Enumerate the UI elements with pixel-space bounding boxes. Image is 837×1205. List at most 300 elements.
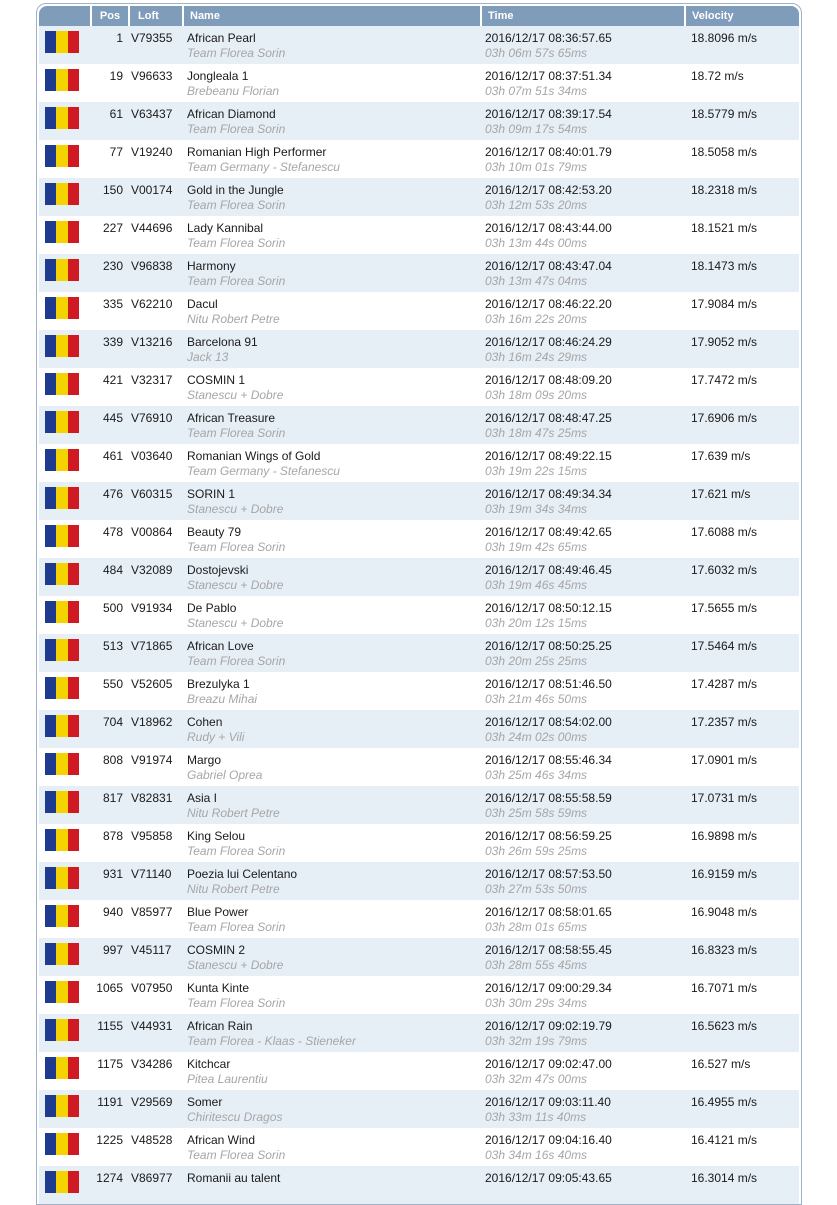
flag-stripe-red [68, 145, 79, 167]
loft-cell [129, 102, 183, 140]
column-header-velocity[interactable]: Velocity [685, 6, 799, 26]
flag-stripe-blue [45, 183, 56, 205]
flag-stripe-blue [45, 373, 56, 395]
bird-name: COSMIN 1 [187, 373, 246, 387]
bird-name: Kitchcar [187, 1057, 231, 1071]
arrival-time: 2016/12/17 08:49:42.65 [485, 525, 612, 539]
loft-value: V19240 [131, 145, 173, 159]
velocity-cell [685, 862, 799, 900]
table-row[interactable] [39, 748, 799, 786]
table-row[interactable] [39, 254, 799, 292]
flag-stripe-yellow [56, 297, 67, 319]
position-cell [91, 26, 129, 64]
loft-value: V34286 [131, 1057, 173, 1071]
velocity-cell [685, 368, 799, 406]
owner-name: Team Florea Sorin [187, 274, 286, 288]
loft-value: V79355 [131, 31, 173, 45]
arrival-time: 2016/12/17 08:49:22.15 [485, 449, 612, 463]
bird-name: Romanian Wings of Gold [187, 449, 321, 463]
table-row[interactable] [39, 520, 799, 558]
position-cell [91, 330, 129, 368]
flag-stripe-red [68, 259, 79, 281]
flag-stripe-red [68, 183, 79, 205]
position-cell [91, 216, 129, 254]
bird-name: Romanian High Performer [187, 145, 327, 159]
flag-stripe-yellow [56, 867, 67, 889]
loft-value: V60315 [131, 487, 173, 501]
table-row[interactable] [39, 976, 799, 1014]
velocity-value: 17.639 m/s [691, 449, 751, 463]
loft-value: V96633 [131, 69, 173, 83]
flight-duration: 03h 19m 42s 65ms [485, 540, 588, 554]
position-cell [91, 672, 129, 710]
time-cell [481, 938, 685, 976]
bird-name: Barcelona 91 [187, 335, 258, 349]
time-cell [481, 748, 685, 786]
time-cell [481, 26, 685, 64]
position-value: 61 [109, 107, 123, 121]
flag-stripe-blue [45, 297, 56, 319]
time-cell [481, 824, 685, 862]
owner-name: Team Florea Sorin [187, 1148, 286, 1162]
bird-name: African Rain [187, 1019, 253, 1033]
loft-cell [129, 1128, 183, 1166]
flag-stripe-yellow [56, 373, 67, 395]
name-cell [183, 748, 481, 786]
loft-value: V48528 [131, 1133, 173, 1147]
flight-duration: 03h 24m 02s 00ms [485, 730, 588, 744]
romania-flag-icon [45, 183, 79, 205]
table-row[interactable] [39, 710, 799, 748]
flight-duration: 03h 25m 58s 59ms [485, 806, 588, 820]
bird-name: Asia I [187, 791, 218, 805]
flight-duration: 03h 21m 46s 50ms [485, 692, 588, 706]
velocity-value: 17.4287 m/s [691, 677, 758, 691]
velocity-cell [685, 444, 799, 482]
owner-name: Brebeanu Florian [187, 84, 280, 98]
flag-cell [39, 216, 91, 254]
name-cell [183, 1128, 481, 1166]
position-cell [91, 520, 129, 558]
loft-cell [129, 862, 183, 900]
owner-name: Team Florea Sorin [187, 426, 286, 440]
position-value: 1 [116, 31, 123, 45]
flag-stripe-yellow [56, 601, 67, 623]
column-header-time[interactable]: Time [481, 6, 685, 26]
time-cell [481, 900, 685, 938]
flag-stripe-red [68, 1133, 79, 1155]
loft-value: V62210 [131, 297, 173, 311]
flag-stripe-yellow [56, 639, 67, 661]
flag-cell [39, 710, 91, 748]
position-value: 461 [102, 449, 123, 463]
arrival-time: 2016/12/17 08:40:01.79 [485, 145, 612, 159]
position-value: 484 [102, 563, 123, 577]
name-cell [183, 330, 481, 368]
name-cell [183, 786, 481, 824]
position-cell [91, 558, 129, 596]
table-row[interactable] [39, 634, 799, 672]
flag-stripe-red [68, 487, 79, 509]
table-row[interactable] [39, 1052, 799, 1090]
arrival-time: 2016/12/17 08:56:59.25 [485, 829, 612, 843]
loft-cell [129, 1090, 183, 1128]
flag-stripe-red [68, 525, 79, 547]
results-body [39, 26, 799, 1204]
flag-stripe-blue [45, 335, 56, 357]
flag-stripe-yellow [56, 259, 67, 281]
loft-value: V85977 [131, 905, 173, 919]
position-cell [91, 444, 129, 482]
velocity-cell [685, 900, 799, 938]
owner-name: Nitu Robert Petre [187, 806, 280, 820]
romania-flag-icon [45, 373, 79, 395]
flag-stripe-yellow [56, 1133, 67, 1155]
name-cell [183, 140, 481, 178]
table-row[interactable] [39, 1014, 799, 1052]
arrival-time: 2016/12/17 09:03:11.40 [485, 1095, 611, 1109]
flag-cell [39, 1014, 91, 1052]
velocity-value: 17.9084 m/s [691, 297, 758, 311]
position-cell [91, 786, 129, 824]
velocity-value: 17.0901 m/s [691, 753, 758, 767]
bird-name: African Wind [187, 1133, 256, 1147]
position-value: 339 [102, 335, 123, 349]
flag-stripe-blue [45, 411, 56, 433]
flag-stripe-yellow [56, 31, 67, 53]
velocity-cell [685, 748, 799, 786]
loft-cell [129, 292, 183, 330]
bird-name: De Pablo [187, 601, 237, 615]
owner-name: Team Germany - Stefanescu [187, 160, 340, 174]
position-cell [91, 862, 129, 900]
table-row[interactable] [39, 140, 799, 178]
owner-name: Chiritescu Dragos [187, 1110, 283, 1124]
velocity-value: 17.2357 m/s [691, 715, 758, 729]
arrival-time: 2016/12/17 08:58:01.65 [485, 905, 612, 919]
arrival-time: 2016/12/17 09:02:47.00 [485, 1057, 612, 1071]
velocity-value: 18.2318 m/s [691, 183, 758, 197]
velocity-cell [685, 938, 799, 976]
name-cell [183, 976, 481, 1014]
flag-stripe-yellow [56, 221, 67, 243]
romania-flag-icon [45, 525, 79, 547]
flag-stripe-yellow [56, 791, 67, 813]
table-row[interactable] [39, 900, 799, 938]
table-row[interactable] [39, 786, 799, 824]
velocity-cell [685, 1090, 799, 1128]
velocity-cell [685, 558, 799, 596]
romania-flag-icon [45, 981, 79, 1003]
velocity-cell [685, 216, 799, 254]
time-cell [481, 976, 685, 1014]
loft-value: V71140 [131, 867, 172, 881]
table-row[interactable] [39, 368, 799, 406]
flight-duration: 03h 27m 53s 50ms [485, 882, 588, 896]
table-row[interactable] [39, 1090, 799, 1128]
flag-cell [39, 672, 91, 710]
flight-duration: 03h 18m 09s 20ms [485, 388, 588, 402]
loft-cell [129, 368, 183, 406]
flag-stripe-blue [45, 69, 56, 91]
loft-value: V63437 [131, 107, 173, 121]
table-row[interactable] [39, 862, 799, 900]
arrival-time: 2016/12/17 08:55:46.34 [485, 753, 612, 767]
results-table [39, 6, 799, 1204]
flag-stripe-yellow [56, 107, 67, 129]
flag-stripe-red [68, 221, 79, 243]
time-cell [481, 368, 685, 406]
bird-name: Gold in the Jungle [187, 183, 284, 197]
table-row[interactable] [39, 482, 799, 520]
loft-cell [129, 710, 183, 748]
flag-cell [39, 64, 91, 102]
table-row[interactable] [39, 406, 799, 444]
flag-stripe-red [68, 411, 79, 433]
loft-value: V44696 [131, 221, 173, 235]
position-cell [91, 824, 129, 862]
arrival-time: 2016/12/17 08:49:34.34 [485, 487, 612, 501]
position-cell [91, 1166, 129, 1204]
table-row[interactable] [39, 216, 799, 254]
flag-stripe-yellow [56, 411, 67, 433]
position-cell [91, 938, 129, 976]
table-row[interactable] [39, 102, 799, 140]
romania-flag-icon [45, 297, 79, 319]
flag-stripe-red [68, 829, 79, 851]
flag-stripe-red [68, 449, 79, 471]
owner-name: Rudy + Vili [187, 730, 245, 744]
velocity-cell [685, 330, 799, 368]
table-row[interactable] [39, 558, 799, 596]
position-value: 335 [102, 297, 123, 311]
flag-stripe-yellow [56, 829, 67, 851]
name-cell [183, 1166, 481, 1204]
arrival-time: 2016/12/17 08:58:55.45 [485, 943, 612, 957]
table-row[interactable] [39, 672, 799, 710]
name-cell [183, 862, 481, 900]
flag-stripe-blue [45, 867, 56, 889]
time-cell [481, 482, 685, 520]
flag-cell [39, 786, 91, 824]
position-value: 1155 [97, 1019, 123, 1033]
flag-stripe-yellow [56, 1019, 67, 1041]
name-cell [183, 634, 481, 672]
name-cell [183, 710, 481, 748]
bird-name: King Selou [187, 829, 246, 843]
name-cell [183, 216, 481, 254]
arrival-time: 2016/12/17 09:04:16.40 [485, 1133, 612, 1147]
position-value: 227 [102, 221, 123, 235]
column-header-pos[interactable]: Pos [91, 6, 129, 26]
name-cell [183, 1052, 481, 1090]
romania-flag-icon [45, 867, 79, 889]
position-cell [91, 482, 129, 520]
flag-stripe-red [68, 335, 79, 357]
name-cell [183, 368, 481, 406]
flag-stripe-red [68, 373, 79, 395]
velocity-value: 18.72 m/s [691, 69, 744, 83]
table-row[interactable] [39, 26, 799, 64]
name-cell [183, 1014, 481, 1052]
table-row[interactable] [39, 596, 799, 634]
flight-duration: 03h 28m 55s 45ms [485, 958, 588, 972]
velocity-value: 17.621 m/s [691, 487, 751, 501]
velocity-value: 16.4121 m/s [691, 1133, 758, 1147]
romania-flag-icon [45, 31, 79, 53]
owner-name: Stanescu + Dobre [187, 578, 284, 592]
flight-duration: 03h 07m 51s 34ms [485, 84, 588, 98]
velocity-cell [685, 824, 799, 862]
bird-name: Poezia lui Celentano [187, 867, 298, 881]
velocity-cell [685, 786, 799, 824]
flag-stripe-red [68, 1057, 79, 1079]
column-header-loft[interactable]: Loft [129, 6, 183, 26]
flag-stripe-blue [45, 753, 56, 775]
velocity-value: 17.0731 m/s [691, 791, 758, 805]
position-value: 513 [102, 639, 123, 653]
position-cell [91, 634, 129, 672]
loft-cell [129, 976, 183, 1014]
romania-flag-icon [45, 335, 79, 357]
arrival-time: 2016/12/17 09:02:19.79 [485, 1019, 612, 1033]
loft-cell [129, 216, 183, 254]
bird-name: Cohen [187, 715, 223, 729]
position-cell [91, 976, 129, 1014]
position-cell [91, 710, 129, 748]
table-row[interactable] [39, 444, 799, 482]
time-cell [481, 1166, 685, 1204]
bird-name: African Diamond [187, 107, 276, 121]
position-cell [91, 140, 129, 178]
table-row[interactable] [39, 330, 799, 368]
owner-name: Team Florea Sorin [187, 236, 286, 250]
table-row[interactable] [39, 1166, 799, 1204]
loft-value: V45117 [131, 943, 172, 957]
loft-value: V95858 [131, 829, 173, 843]
owner-name: Stanescu + Dobre [187, 958, 284, 972]
bird-name: Brezulyka 1 [187, 677, 250, 691]
flag-stripe-blue [45, 1095, 56, 1117]
bird-name: Blue Power [187, 905, 249, 919]
table-row[interactable] [39, 178, 799, 216]
flag-stripe-yellow [56, 563, 67, 585]
name-cell [183, 444, 481, 482]
arrival-time: 2016/12/17 08:49:46.45 [485, 563, 612, 577]
romania-flag-icon [45, 1095, 79, 1117]
time-cell [481, 216, 685, 254]
time-cell [481, 1014, 685, 1052]
bird-name: Dostojevski [187, 563, 249, 577]
position-value: 1225 [96, 1133, 123, 1147]
arrival-time: 2016/12/17 08:43:44.00 [485, 221, 612, 235]
flag-stripe-red [68, 753, 79, 775]
flag-stripe-red [68, 69, 79, 91]
loft-cell [129, 938, 183, 976]
flag-stripe-yellow [56, 145, 67, 167]
flight-duration: 03h 33m 11s 40ms [485, 1110, 587, 1124]
owner-name: Team Florea - Klaas - Stieneker [187, 1034, 356, 1048]
flag-cell [39, 444, 91, 482]
romania-flag-icon [45, 639, 79, 661]
flight-duration: 03h 19m 46s 45ms [485, 578, 588, 592]
velocity-value: 18.5779 m/s [691, 107, 758, 121]
arrival-time: 2016/12/17 08:57:53.50 [485, 867, 612, 881]
owner-name: Stanescu + Dobre [187, 388, 284, 402]
bird-name: Kunta Kinte [187, 981, 250, 995]
time-cell [481, 1052, 685, 1090]
flag-cell [39, 1052, 91, 1090]
column-header-name[interactable]: Name [183, 6, 481, 26]
loft-value: V71865 [131, 639, 173, 653]
name-cell [183, 482, 481, 520]
time-cell [481, 178, 685, 216]
flag-cell [39, 558, 91, 596]
bird-name: African Love [187, 639, 254, 653]
position-value: 421 [102, 373, 123, 387]
loft-value: V96838 [131, 259, 173, 273]
flag-cell [39, 1166, 91, 1204]
position-value: 19 [109, 69, 123, 83]
table-row[interactable] [39, 292, 799, 330]
flag-stripe-red [68, 791, 79, 813]
velocity-value: 17.6088 m/s [691, 525, 758, 539]
time-cell [481, 672, 685, 710]
velocity-value: 16.9898 m/s [691, 829, 758, 843]
table-row[interactable] [39, 938, 799, 976]
table-header-row [39, 6, 799, 26]
flight-duration: 03h 09m 17s 54ms [485, 122, 588, 136]
loft-cell [129, 900, 183, 938]
owner-name: Breazu Mihai [187, 692, 258, 706]
loft-cell [129, 64, 183, 102]
flag-stripe-yellow [56, 905, 67, 927]
loft-value: V32089 [131, 563, 173, 577]
loft-cell [129, 672, 183, 710]
velocity-cell [685, 64, 799, 102]
romania-flag-icon [45, 449, 79, 471]
arrival-time: 2016/12/17 09:00:29.34 [485, 981, 612, 995]
arrival-time: 2016/12/17 08:36:57.65 [485, 31, 612, 45]
arrival-time: 2016/12/17 08:55:58.59 [485, 791, 612, 805]
table-row[interactable] [39, 824, 799, 862]
flight-duration: 03h 28m 01s 65ms [485, 920, 588, 934]
velocity-value: 16.7071 m/s [691, 981, 758, 995]
name-cell [183, 292, 481, 330]
loft-value: V44931 [131, 1019, 173, 1033]
loft-value: V91934 [131, 601, 173, 615]
loft-cell [129, 748, 183, 786]
position-cell [91, 102, 129, 140]
loft-value: V29569 [131, 1095, 173, 1109]
table-row[interactable] [39, 64, 799, 102]
table-row[interactable] [39, 1128, 799, 1166]
flag-stripe-red [68, 1095, 79, 1117]
flag-cell [39, 330, 91, 368]
loft-value: V18962 [131, 715, 173, 729]
name-cell [183, 672, 481, 710]
velocity-cell [685, 1014, 799, 1052]
velocity-value: 17.5655 m/s [691, 601, 758, 615]
flag-stripe-yellow [56, 487, 67, 509]
romania-flag-icon [45, 487, 79, 509]
bird-name: African Treasure [187, 411, 276, 425]
flag-cell [39, 634, 91, 672]
position-value: 1191 [97, 1095, 123, 1109]
loft-value: V76910 [131, 411, 173, 425]
romania-flag-icon [45, 145, 79, 167]
flight-duration: 03h 30m 29s 34ms [485, 996, 588, 1010]
